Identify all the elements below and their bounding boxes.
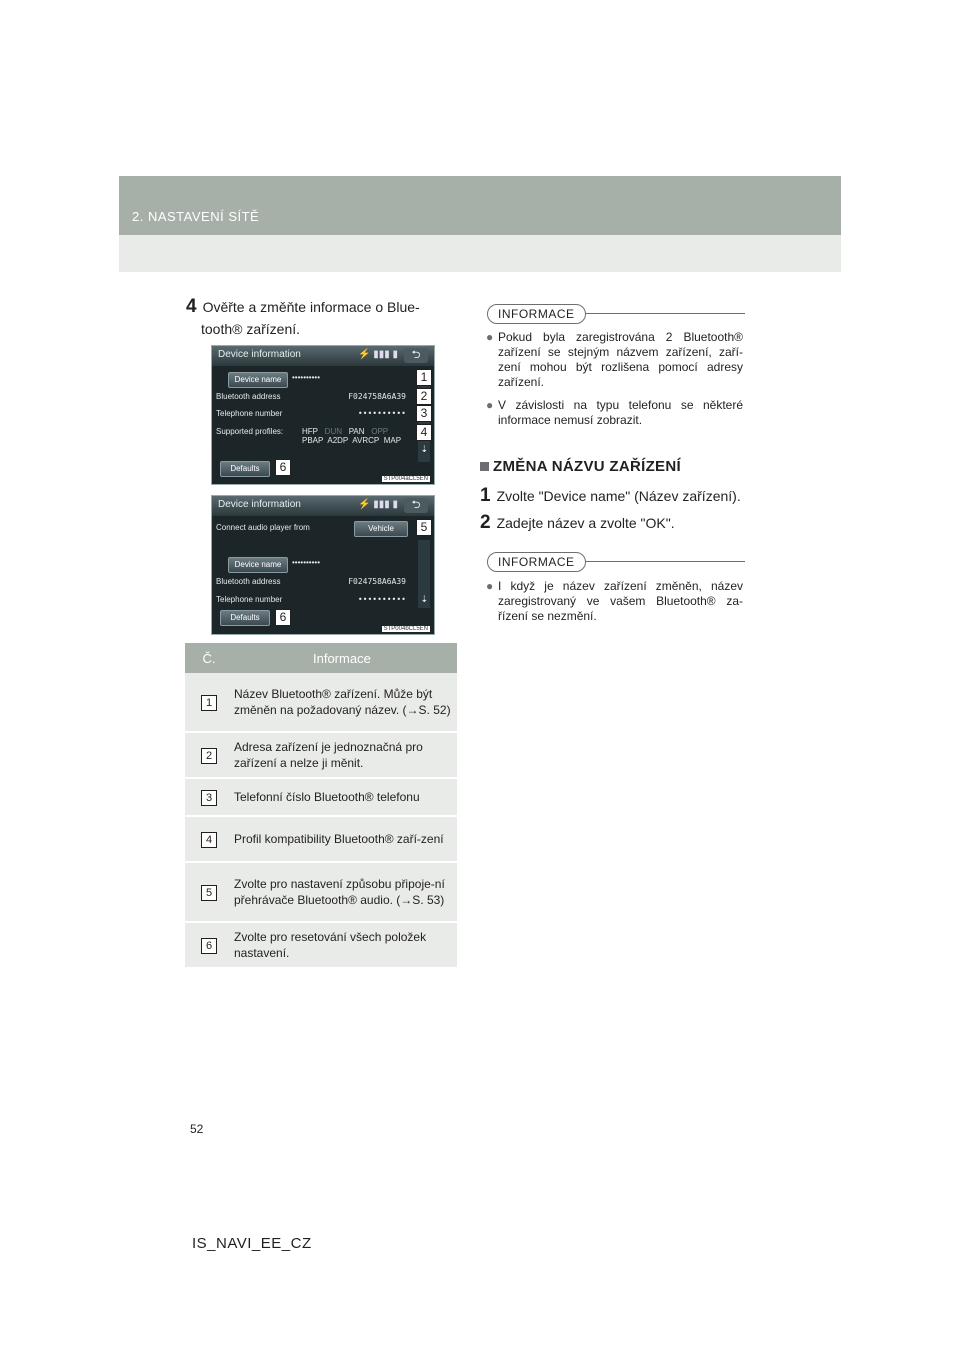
bt-address-label: Bluetooth address <box>216 577 281 586</box>
step-number: 2 <box>480 512 491 533</box>
row-text: Telefonní číslo Bluetooth® telefonu <box>233 778 457 816</box>
callout-2: 2 <box>416 388 432 405</box>
figure-code: STP004aCL5EN <box>383 476 428 482</box>
telephone-value: •••••••••• <box>357 595 406 604</box>
profile-avrcp: AVRCP <box>352 436 380 445</box>
bt-address-row <box>216 389 412 405</box>
row-number: 3 <box>201 790 217 806</box>
col-number-header: Č. <box>185 643 233 673</box>
callout-5: 5 <box>416 519 432 536</box>
status-icons: ⚡ ▮▮▮ ▮ <box>357 349 398 360</box>
col-info-header: Informace <box>233 643 457 673</box>
bt-address-value: F024758A6A39 <box>348 392 406 401</box>
device-info-screen-2 <box>211 495 435 635</box>
info-table <box>185 643 457 969</box>
bt-address-row <box>216 574 412 590</box>
page-header <box>119 176 841 272</box>
callout-6: 6 <box>275 459 291 476</box>
profiles-list <box>302 427 414 445</box>
figure-code: STP004bCL5EN <box>383 626 428 632</box>
step-1 <box>480 485 741 507</box>
defaults-button[interactable]: Defaults <box>220 461 270 477</box>
row-text: Profil kompatibility Bluetooth® zaří-zení <box>233 816 457 862</box>
row-number: 1 <box>201 695 217 711</box>
section-heading <box>480 458 681 475</box>
table-row <box>185 732 457 778</box>
section-heading-text: ZMĚNA NÁZVU ZAŘÍZENÍ <box>493 458 681 475</box>
heading-square-icon <box>480 462 489 471</box>
page-number: 52 <box>190 1122 204 1136</box>
telephone-label: Telephone number <box>216 409 283 418</box>
step-text-a: Ověřte a změňte informace o Blue- <box>202 299 420 315</box>
telephone-row <box>216 592 412 608</box>
info-bullet <box>486 398 743 428</box>
bullet-icon: ● <box>486 579 494 593</box>
row-number: 6 <box>201 938 217 954</box>
profile-dun: DUN <box>324 427 343 436</box>
info-bullet-text: I když je název zařízení změněn, název zaregistrovaný ve vašem Bluetooth® za-řízení se nezmění. <box>498 579 743 623</box>
step-text: Zvolte "Device name" (Název zařízení). <box>496 488 741 504</box>
header-band <box>119 176 841 235</box>
connect-label: Connect audio player from <box>216 523 310 532</box>
back-button[interactable]: ⮌ <box>404 498 428 513</box>
step-number: 1 <box>480 485 491 506</box>
bt-address-label: Bluetooth address <box>216 392 281 401</box>
back-button[interactable]: ⮌ <box>404 348 428 363</box>
vehicle-button[interactable]: Vehicle <box>354 521 408 537</box>
table-row <box>185 778 457 816</box>
device-name-value: •••••••••• <box>292 373 321 382</box>
telephone-row <box>216 406 412 422</box>
table-row <box>185 816 457 862</box>
callout-6: 6 <box>275 609 291 626</box>
step-number: 4 <box>186 296 197 317</box>
device-name-button[interactable]: Device name <box>228 372 288 388</box>
row-text: Adresa zařízení je jednoznačná pro zařízení a nelze ji měnit. <box>233 732 457 778</box>
screen-title: Device information <box>212 496 434 516</box>
profile-a2dp: A2DP <box>327 436 349 445</box>
row-number: 5 <box>201 885 217 901</box>
profile-opp: OPP <box>371 427 389 436</box>
profile-pbap: PBAP <box>302 436 324 445</box>
status-icons: ⚡ ▮▮▮ ▮ <box>357 499 398 510</box>
row-number: 4 <box>201 832 217 848</box>
callout-1: 1 <box>416 369 432 386</box>
callout-3: 3 <box>416 405 432 422</box>
step-2 <box>480 512 675 534</box>
step-4 <box>186 296 451 340</box>
row-text: Zvolte pro resetování všech položek nastavení. <box>233 922 457 968</box>
step-text: Zadejte název a zvolte "OK". <box>496 515 675 531</box>
row-text: Zvolte pro nastavení způsobu připoje-ní přehrávače Bluetooth® audio. (→S. 53) <box>233 862 457 922</box>
section-title: 2. NASTAVENÍ SÍTĚ <box>132 209 260 224</box>
bullet-icon: ● <box>486 330 494 344</box>
scroll-down-icon[interactable]: ⇣ <box>420 444 428 454</box>
info-bullet-text: V závislosti na typu telefonu se některé informace nemusí zobrazit. <box>498 398 743 427</box>
info-label: INFORMACE <box>487 552 586 572</box>
table-row <box>185 922 457 968</box>
row-number: 2 <box>201 748 217 764</box>
bt-address-value: F024758A6A39 <box>348 577 406 586</box>
profile-pan: PAN <box>348 427 365 436</box>
device-name-value: •••••••••• <box>292 558 321 567</box>
defaults-button[interactable]: Defaults <box>220 610 270 626</box>
table-row <box>185 673 457 732</box>
telephone-label: Telephone number <box>216 595 283 604</box>
info-bullet <box>486 579 743 624</box>
profile-hfp: HFP <box>302 427 318 436</box>
telephone-value: •••••••••• <box>357 409 406 418</box>
step-text-b: tooth® zařízení. <box>201 321 301 337</box>
scroll-down-icon[interactable]: ⇣ <box>420 594 428 604</box>
row-text: Název Bluetooth® zařízení. Může být změněn na požadovaný název. (→S. 52) <box>233 673 457 732</box>
screen-title: Device information <box>212 346 434 366</box>
info-bullet-text: Pokud byla zaregistrována 2 Bluetooth® zařízení se stejným názvem zařízení, zaří-zení mohou být rozlišena pomocí adresy zařízení. <box>498 330 743 389</box>
profiles-label: Supported profiles: <box>216 427 284 436</box>
table-row <box>185 862 457 922</box>
profile-map: MAP <box>383 436 402 445</box>
device-info-screen-1 <box>211 345 435 485</box>
footer-code: IS_NAVI_EE_CZ <box>192 1235 312 1252</box>
info-bullet <box>486 330 743 390</box>
bullet-icon: ● <box>486 398 494 412</box>
callout-4: 4 <box>416 424 432 441</box>
device-name-button[interactable]: Device name <box>228 557 288 573</box>
info-label: INFORMACE <box>487 304 586 324</box>
